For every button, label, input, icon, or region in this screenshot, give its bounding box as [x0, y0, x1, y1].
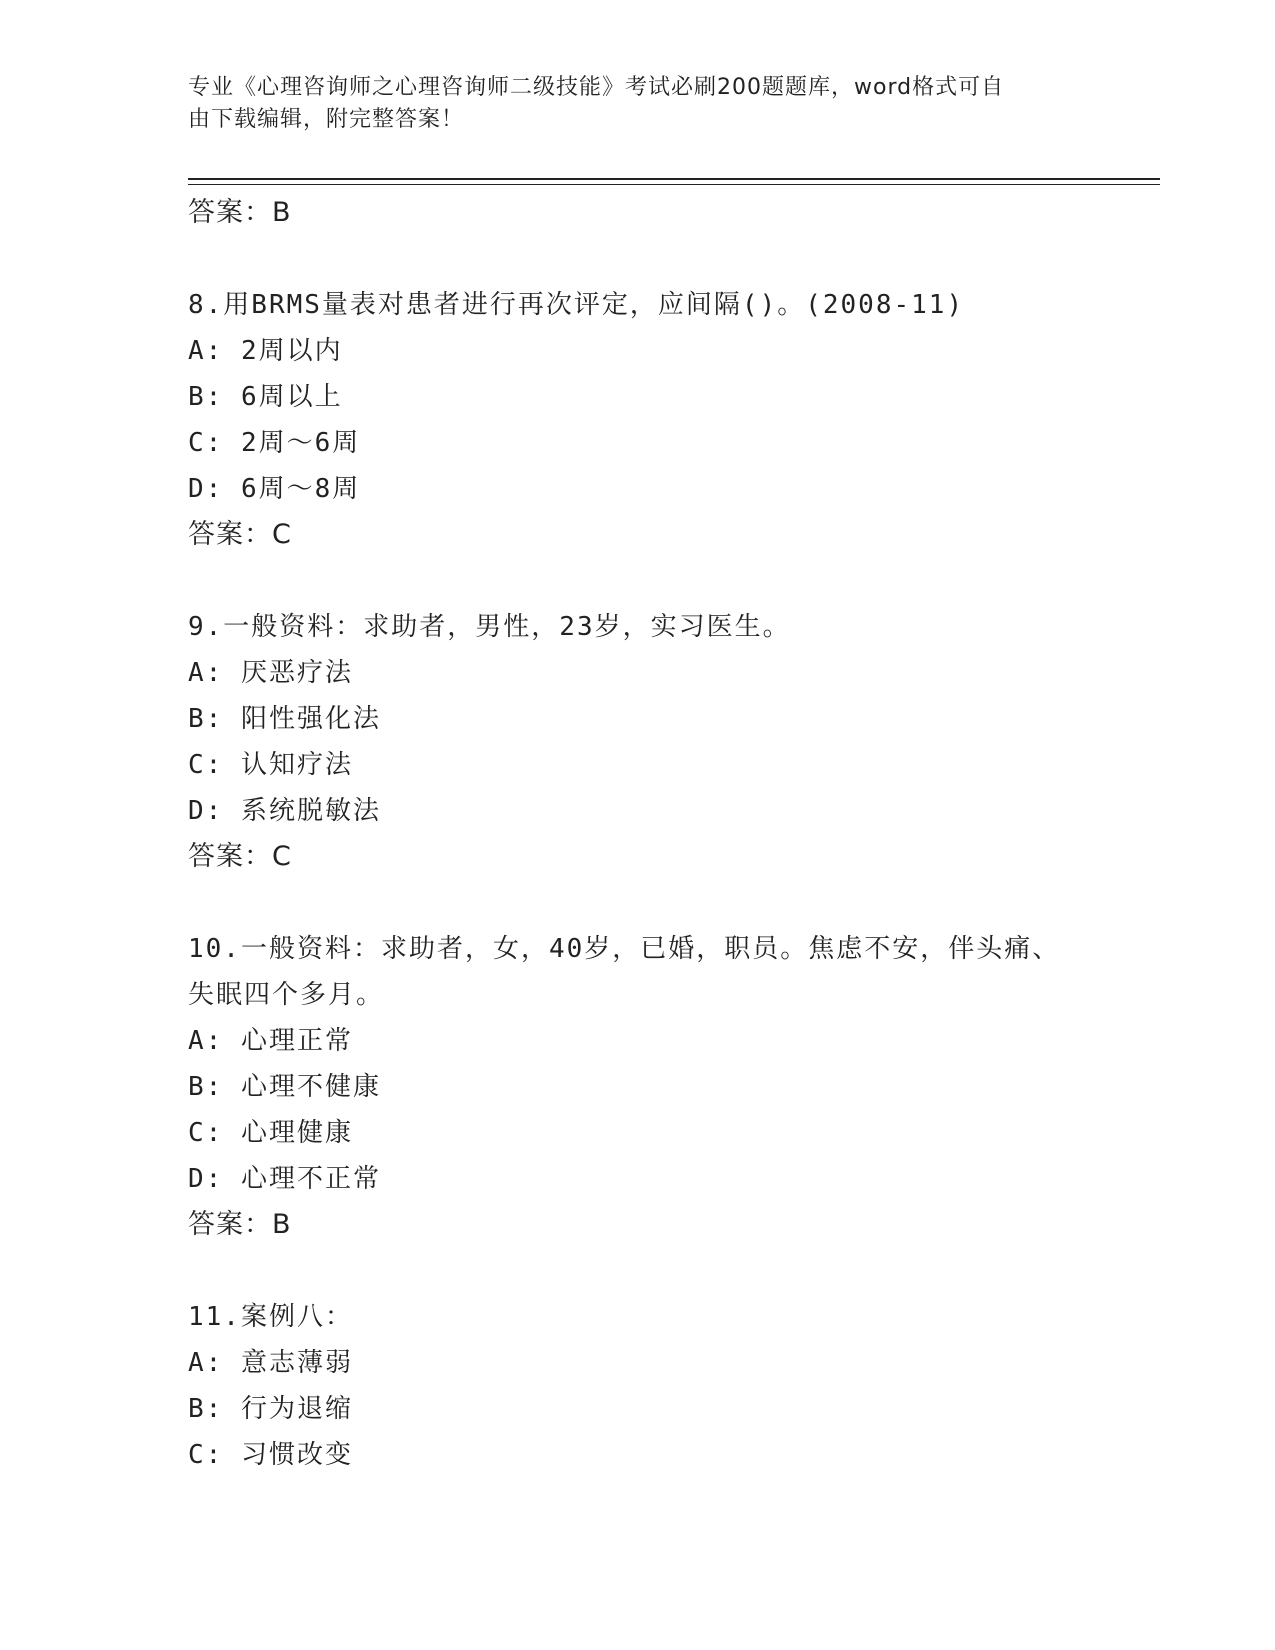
option-d: D: 系统脱敏法	[188, 796, 381, 826]
question-stem: 9.一般资料：求助者，男性，23岁，实习医生。	[188, 612, 791, 642]
header-line-1: 专业《心理咨询师之心理咨询师二级技能》考试必刷200题题库，word格式可自	[188, 75, 1005, 100]
option-b: B: 行为退缩	[188, 1394, 353, 1424]
document-header	[188, 72, 1088, 136]
option-d: D: 6周～8周	[188, 474, 361, 504]
question-block-11	[188, 1294, 1148, 1478]
question-block-8	[188, 282, 1148, 558]
question-stem: 11.案例八：	[188, 1302, 353, 1332]
spacer	[188, 1248, 1148, 1294]
question-answer: 答案：C	[188, 841, 292, 872]
question-list	[188, 190, 1148, 1478]
question-answer: 答案：B	[188, 1209, 292, 1240]
header-rule-thin	[188, 184, 1160, 185]
question-stem-continued: 失眠四个多月。	[188, 980, 385, 1010]
question-stem: 8.用BRMS量表对患者进行再次评定，应间隔()。(2008-11)	[188, 290, 965, 320]
option-c: C: 习惯改变	[188, 1440, 353, 1470]
question-stem: 10.一般资料：求助者，女，40岁，已婚，职员。焦虑不安，伴头痛、	[188, 934, 1061, 964]
option-b: B: 阳性强化法	[188, 704, 381, 734]
question-answer: 答案：C	[188, 519, 292, 550]
option-a: A: 意志薄弱	[188, 1348, 353, 1378]
question-block-9	[188, 604, 1148, 880]
option-c: C: 认知疗法	[188, 750, 353, 780]
option-c: C: 心理健康	[188, 1118, 353, 1148]
option-a: A: 2周以内	[188, 336, 343, 366]
option-c: C: 2周～6周	[188, 428, 361, 458]
question-block-10	[188, 926, 1148, 1248]
spacer	[188, 558, 1148, 604]
spacer	[188, 236, 1148, 282]
header-line-2: 由下载编辑，附完整答案！	[188, 107, 465, 132]
option-b: B: 心理不健康	[188, 1072, 381, 1102]
header-rule-thick	[188, 178, 1160, 180]
previous-answer: 答案：B	[188, 197, 292, 228]
option-d: D: 心理不正常	[188, 1164, 381, 1194]
option-a: A: 厌恶疗法	[188, 658, 353, 688]
option-a: A: 心理正常	[188, 1026, 353, 1056]
option-b: B: 6周以上	[188, 382, 343, 412]
spacer	[188, 880, 1148, 926]
